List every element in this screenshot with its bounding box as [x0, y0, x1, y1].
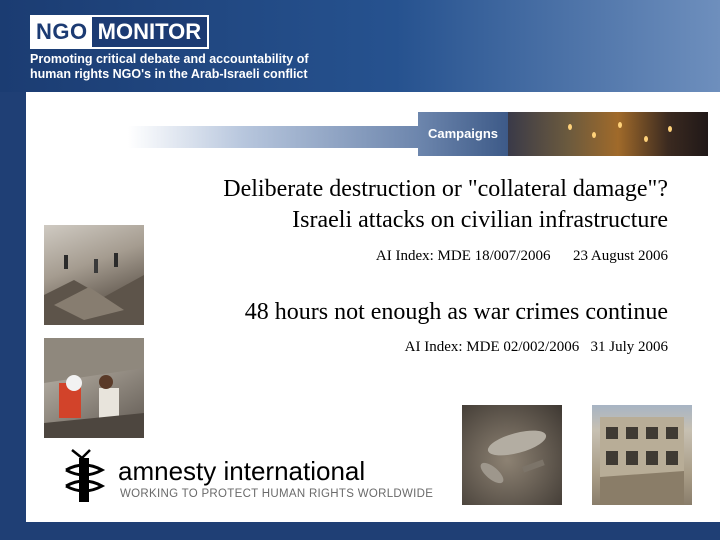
report-1-title-line-1: Deliberate destruction or "collateral damage"?	[223, 176, 668, 202]
candle-flame	[568, 124, 572, 130]
ordnance-illustration	[462, 405, 562, 505]
banner-gradient-strip	[128, 126, 418, 148]
header-bar	[0, 0, 720, 92]
bottom-border	[0, 522, 720, 540]
report-1-title	[223, 174, 668, 236]
ngo-monitor-logo[interactable]	[30, 15, 209, 49]
candle-flame	[644, 136, 648, 142]
header-tagline	[30, 52, 309, 82]
damaged-building-photo	[592, 405, 692, 505]
candle-flame	[668, 126, 672, 132]
logo-ngo-text: NGO	[32, 17, 92, 47]
report-1-meta	[376, 248, 668, 265]
report-1-date: 23 August 2006	[572, 248, 668, 264]
logo-monitor-text: MONITOR	[92, 17, 207, 47]
rubble-photo	[44, 225, 144, 325]
tagline-line-1: Promoting critical debate and accountability of	[30, 52, 309, 66]
rescue-illustration	[44, 338, 144, 438]
candle-flame	[592, 132, 596, 138]
report-2-title: 48 hours not enough as war crimes continue	[244, 299, 668, 325]
tagline-line-2: human rights NGO's in the Arab-Israeli conflict	[30, 67, 308, 81]
candle-barbed-wire-icon	[60, 448, 114, 506]
building-illustration	[592, 405, 692, 505]
left-border	[0, 92, 26, 540]
report-2-index: AI Index: MDE 02/002/2006	[404, 339, 580, 355]
candle-vigil-photo	[508, 112, 708, 156]
campaigns-label: Campaigns	[418, 112, 508, 156]
report-1-title-line-2: Israeli attacks on civilian infrastructure	[292, 207, 668, 233]
rescue-workers-photo	[44, 338, 144, 438]
amnesty-name: amnesty international	[118, 456, 366, 486]
amnesty-logo[interactable]	[60, 448, 434, 506]
campaigns-banner	[128, 112, 708, 156]
report-1-index: AI Index: MDE 18/007/2006	[375, 248, 551, 264]
candle-flame	[618, 122, 622, 128]
amnesty-slogan: WORKING TO PROTECT HUMAN RIGHTS WORLDWIDE	[120, 488, 434, 500]
report-2-date: 31 July 2006	[590, 339, 668, 355]
unexploded-ordnance-photo	[462, 405, 562, 505]
rubble-illustration	[44, 225, 144, 325]
report-2-meta	[405, 339, 668, 356]
